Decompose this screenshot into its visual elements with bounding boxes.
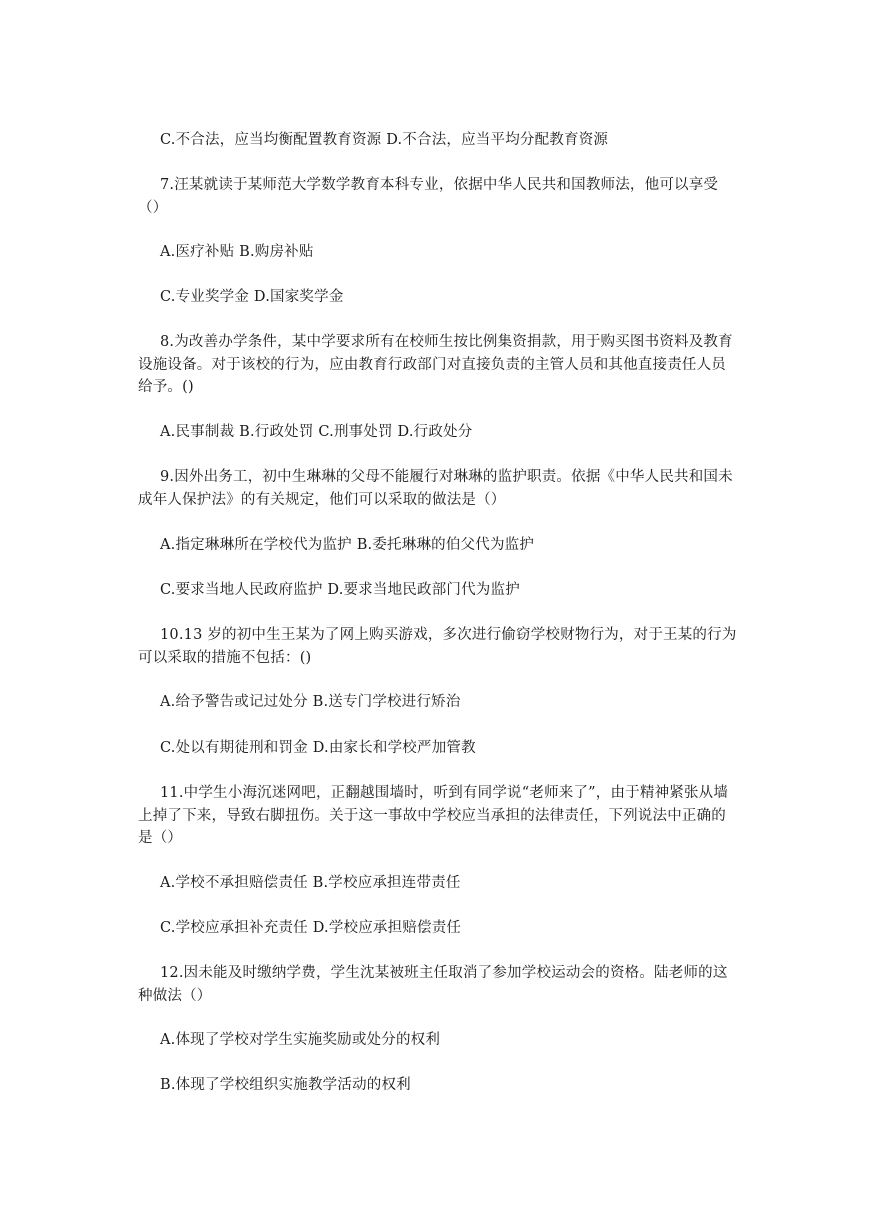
option-line: C.处以有期徒刑和罚金 D.由家长和学校严加管教 bbox=[160, 740, 476, 756]
option-line: A.指定琳琳所在学校代为监护 B.委托琳琳的伯父代为监护 bbox=[160, 537, 535, 553]
option-line: A.医疗补贴 B.购房补贴 bbox=[160, 244, 314, 260]
option-line: A.给予警告或记过处分 B.送专门学校进行矫治 bbox=[160, 694, 461, 710]
question-9: 9.因外出务工，初中生琳琳的父母不能履行对琳琳的监护职责。依据《中华人民共和国未成年人保护法》的有关规定，他们可以采取的做法是（） bbox=[138, 469, 733, 508]
option-line: C.要求当地人民政府监护 D.要求当地民政部门代为监护 bbox=[160, 582, 520, 598]
question-12: 12.因未能及时缴纳学费，学生沈某被班主任取消了参加学校运动会的资格。陆老师的这种做法（） bbox=[138, 965, 728, 1004]
option-line: B.体现了学校组织实施教学活动的权利 bbox=[160, 1077, 411, 1093]
option-line: A.民事制裁 B.行政处罚 C.刑事处罚 D.行政处分 bbox=[160, 424, 473, 440]
option-line: A.学校不承担赔偿责任 B.学校应承担连带责任 bbox=[160, 875, 461, 891]
option-line: C.不合法，应当均衡配置教育资源 D.不合法，应当平均分配教育资源 bbox=[160, 132, 609, 148]
question-7: 7.汪某就读于某师范大学数学教育本科专业，依据中华人民共和国教师法，他可以享受（） bbox=[138, 177, 719, 216]
question-8: 8.为改善办学条件，某中学要求所有在校师生按比例集资捐款，用于购买图书资料及教育设施设备。对于该校的行为，应由教育行政部门对直接负责的主管人员和其他直接责任人员给予。() bbox=[138, 334, 733, 395]
question-11: 11.中学生小海沉迷网吧，正翻越围墙时，听到有同学说“老师来了”，由于精神紧张从墙上掉了下来，导致右脚扭伤。关于这一事故中学校应当承担的法律责任，下列说法中正确的是（） bbox=[138, 785, 729, 846]
option-line: A.体现了学校对学生实施奖励或处分的权利 bbox=[160, 1032, 441, 1048]
option-line: C.学校应承担补充责任 D.学校应承担赔偿责任 bbox=[160, 920, 462, 936]
question-10: 10.13 岁的初中生王某为了网上购买游戏，多次进行偷窃学校财物行为，对于王某的行为可以采取的措施不包括：() bbox=[138, 627, 737, 666]
option-line: C.专业奖学金 D.国家奖学金 bbox=[160, 289, 344, 305]
